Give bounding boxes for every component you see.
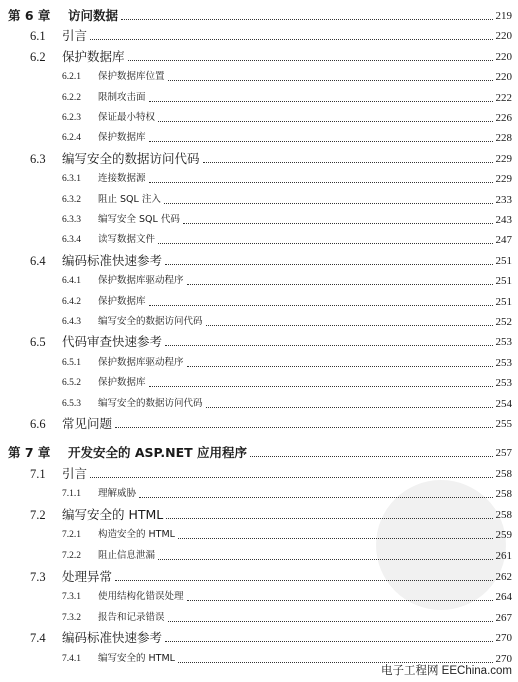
toc-dot-leader [168, 621, 493, 622]
toc-dot-leader [158, 121, 493, 122]
toc-entry-section[interactable] [0, 414, 518, 434]
toc-dot-leader [165, 641, 493, 642]
toc-entry-title: 阻止信息泄漏 [98, 550, 156, 561]
toc-entry-chapter[interactable] [0, 443, 518, 463]
toc-entry-page: 229 [495, 173, 512, 185]
toc-entry-number: 6.3 [30, 152, 46, 166]
toc-entry-sub[interactable] [0, 190, 518, 210]
watermark-text: 电子工程网 EEChina.com [380, 665, 512, 677]
toc-entry-sub[interactable] [0, 210, 518, 230]
toc-entry-chapter[interactable] [0, 6, 518, 26]
toc-entry-number: 6.2.1 [62, 72, 81, 82]
toc-entry-page: 255 [495, 418, 512, 430]
toc-entry-title: 保护数据库驱动程序 [98, 275, 184, 286]
toc-entry-sub[interactable] [0, 394, 518, 414]
toc-entry-number: 6.3.1 [62, 174, 81, 184]
toc-entry-sub[interactable] [0, 484, 518, 504]
toc-entry-number: 6.1 [30, 29, 46, 43]
toc-dot-leader [165, 264, 493, 265]
toc-dot-leader [149, 101, 493, 102]
toc-entry-sub[interactable] [0, 271, 518, 291]
toc-dot-leader [183, 223, 493, 224]
toc-entry-title: 保护数据库驱动程序 [98, 357, 184, 368]
toc-entry-sub[interactable] [0, 88, 518, 108]
toc-entry-section[interactable] [0, 47, 518, 67]
toc-entry-number: 6.5.1 [62, 358, 81, 368]
toc-entry-number: 6.5.2 [62, 378, 81, 388]
toc-dot-leader [158, 559, 493, 560]
toc-dot-leader [90, 477, 493, 478]
toc-entry-title: 编写安全 SQL 代码 [98, 214, 180, 225]
toc-entry-title: 开发安全的 ASP.NET 应用程序 [68, 445, 248, 460]
toc-entry-title: 限制攻击面 [98, 92, 146, 103]
toc-dot-leader [250, 456, 493, 457]
toc-entry-number: 6.2.3 [62, 113, 81, 123]
toc-entry-page: 251 [495, 296, 512, 308]
toc-entry-title: 保护数据库位置 [98, 71, 165, 82]
toc-entry-number: 7.2.2 [62, 551, 81, 561]
toc-entry-number: 6.6 [30, 417, 46, 431]
toc-entry-title: 编写安全的数据访问代码 [98, 398, 203, 409]
toc-entry-number: 6.3.2 [62, 195, 81, 205]
toc-entry-number: 7.4.1 [62, 654, 81, 664]
toc-entry-sub[interactable] [0, 608, 518, 628]
toc-entry-page: 254 [495, 398, 512, 410]
toc-dot-leader [187, 600, 493, 601]
toc-dot-leader [165, 345, 493, 346]
toc-entry-number: 7.2.1 [62, 530, 81, 540]
toc-entry-title: 编码标准快速参考 [62, 630, 163, 645]
toc-entry-title: 引言 [62, 28, 88, 43]
toc-entry-title: 保护数据库 [62, 49, 125, 64]
toc-entry-title: 保护数据库 [98, 296, 146, 307]
toc-entry-page: 226 [495, 112, 512, 124]
toc-entry-page: 229 [495, 153, 512, 165]
toc-dot-leader [187, 366, 493, 367]
toc-entry-page: 253 [495, 357, 512, 369]
toc-entry-number: 6.2 [30, 50, 46, 64]
toc-entry-page: 252 [495, 316, 512, 328]
toc-entry-number: 7.3 [30, 570, 46, 584]
toc-entry-title: 编写安全的数据访问代码 [62, 151, 200, 166]
toc-entry-section[interactable] [0, 149, 518, 169]
toc-dot-leader [121, 19, 493, 20]
toc-dot-leader [115, 427, 493, 428]
toc-dot-leader [166, 518, 493, 519]
toc-entry-number: 7.3.1 [62, 592, 81, 602]
toc-entry-title: 编写安全的数据访问代码 [98, 316, 203, 327]
toc-dot-leader [168, 80, 493, 81]
toc-dot-leader [206, 407, 493, 408]
toc-entry-number: 6.5.3 [62, 399, 81, 409]
toc-entry-page: 251 [495, 255, 512, 267]
toc-entry-number: 7.3.2 [62, 613, 81, 623]
toc-dot-leader [149, 386, 493, 387]
toc-entry-number: 6.5 [30, 335, 46, 349]
toc-dot-leader [149, 141, 493, 142]
toc-entry-sub[interactable] [0, 67, 518, 87]
toc-dot-leader [149, 305, 493, 306]
toc-entry-title: 报告和记录错误 [98, 612, 165, 623]
toc-entry-page: 259 [495, 529, 512, 541]
toc-entry-title: 保护数据库 [98, 132, 146, 143]
toc-entry-section[interactable] [0, 628, 518, 648]
toc-entry-title: 使用结构化错误处理 [98, 591, 184, 602]
toc-entry-number: 6.3.4 [62, 235, 81, 245]
toc-entry-page: 233 [495, 194, 512, 206]
toc-entry-sub[interactable] [0, 292, 518, 312]
toc-entry-number: 6.2.4 [62, 133, 81, 143]
toc-entry-sub[interactable] [0, 546, 518, 566]
toc-entry-title: 代码审查快速参考 [62, 334, 163, 349]
toc-entry-page: 220 [495, 71, 512, 83]
toc-entry-page: 253 [495, 336, 512, 348]
toc-entry-page: 258 [495, 468, 512, 480]
toc-dot-leader [158, 243, 493, 244]
toc-entry-page: 222 [495, 92, 512, 104]
toc-dot-leader [128, 60, 493, 61]
toc-entry-title: 保证最小特权 [98, 112, 156, 123]
toc-entry-page: 247 [495, 234, 512, 246]
toc-entry-page: 228 [495, 132, 512, 144]
toc-entry-sub[interactable] [0, 230, 518, 250]
toc-dot-leader [206, 325, 493, 326]
toc-entry-number: 6.4.2 [62, 297, 81, 307]
toc-entry-sub[interactable] [0, 169, 518, 189]
toc-entry-title: 构造安全的 HTML [98, 529, 175, 540]
toc-entry-number: 7.1 [30, 467, 46, 481]
toc-entry-sub[interactable] [0, 128, 518, 148]
toc-entry-sub[interactable] [0, 312, 518, 332]
toc-entry-number: 7.1.1 [62, 489, 81, 499]
toc-entry-title: 保护数据库 [98, 377, 146, 388]
toc-entry-title: 读写数据文件 [98, 234, 156, 245]
toc-entry-number: 7.4 [30, 631, 46, 645]
toc-dot-leader [178, 538, 493, 539]
toc-entry-page: 220 [495, 51, 512, 63]
toc-dot-leader [149, 182, 493, 183]
toc-entry-page: 219 [495, 10, 512, 22]
toc-entry-page: 243 [495, 214, 512, 226]
toc-entry-title: 处理异常 [62, 569, 113, 584]
toc-entry-title: 常见问题 [62, 416, 113, 431]
toc-entry-page: 267 [495, 612, 512, 624]
toc-entry-section[interactable] [0, 567, 518, 587]
toc-dot-leader [187, 284, 493, 285]
toc-dot-leader [164, 203, 493, 204]
toc-dot-leader [139, 497, 493, 498]
toc-entry-number: 6.4 [30, 254, 46, 268]
toc-entry-page: 270 [495, 632, 512, 644]
toc-entry-title: 引言 [62, 466, 88, 481]
toc-entry-page: 258 [495, 509, 512, 521]
toc-entry-page: 251 [495, 275, 512, 287]
toc-dot-leader [115, 580, 493, 581]
toc-entry-number: 7.2 [30, 508, 46, 522]
toc-entry-sub[interactable] [0, 525, 518, 545]
toc-entry-title: 编写安全的 HTML [62, 507, 164, 522]
toc-entry-title: 理解威胁 [98, 488, 137, 499]
toc-entry-title: 连接数据源 [98, 173, 146, 184]
toc-entry-number: 6.3.3 [62, 215, 81, 225]
toc-entry-section[interactable] [0, 332, 518, 352]
toc-entry-page: 270 [495, 653, 512, 665]
toc-entry-page: 258 [495, 488, 512, 500]
toc-entry-title: 阻止 SQL 注入 [98, 194, 161, 205]
toc-dot-leader [90, 39, 493, 40]
toc-entry-sub[interactable] [0, 587, 518, 607]
toc-dot-leader [203, 162, 493, 163]
toc-entry-title: 访问数据 [68, 8, 119, 23]
toc-entry-section[interactable] [0, 464, 518, 484]
toc-entry-page: 257 [495, 447, 512, 459]
toc-entry-number: 第 6 章 [8, 8, 51, 23]
toc-entry-section[interactable] [0, 505, 518, 525]
toc-entry-page: 264 [495, 591, 512, 603]
toc-entry-title: 编码标准快速参考 [62, 253, 163, 268]
toc-entry-number: 6.2.2 [62, 93, 81, 103]
toc-entry-number: 第 7 章 [8, 445, 51, 460]
toc-entry-title: 编写安全的 HTML [98, 653, 175, 664]
toc-entry-page: 220 [495, 30, 512, 42]
toc-entry-section[interactable] [0, 251, 518, 271]
toc-entry-number: 6.4.3 [62, 317, 81, 327]
toc-entry-sub[interactable] [0, 373, 518, 393]
toc-entry-page: 261 [495, 550, 512, 562]
toc-entry-number: 6.4.1 [62, 276, 81, 286]
toc-entry-section[interactable] [0, 26, 518, 46]
toc-entry-page: 253 [495, 377, 512, 389]
toc-entry-sub[interactable] [0, 353, 518, 373]
toc-entry-page: 262 [495, 571, 512, 583]
toc-entry-sub[interactable] [0, 108, 518, 128]
